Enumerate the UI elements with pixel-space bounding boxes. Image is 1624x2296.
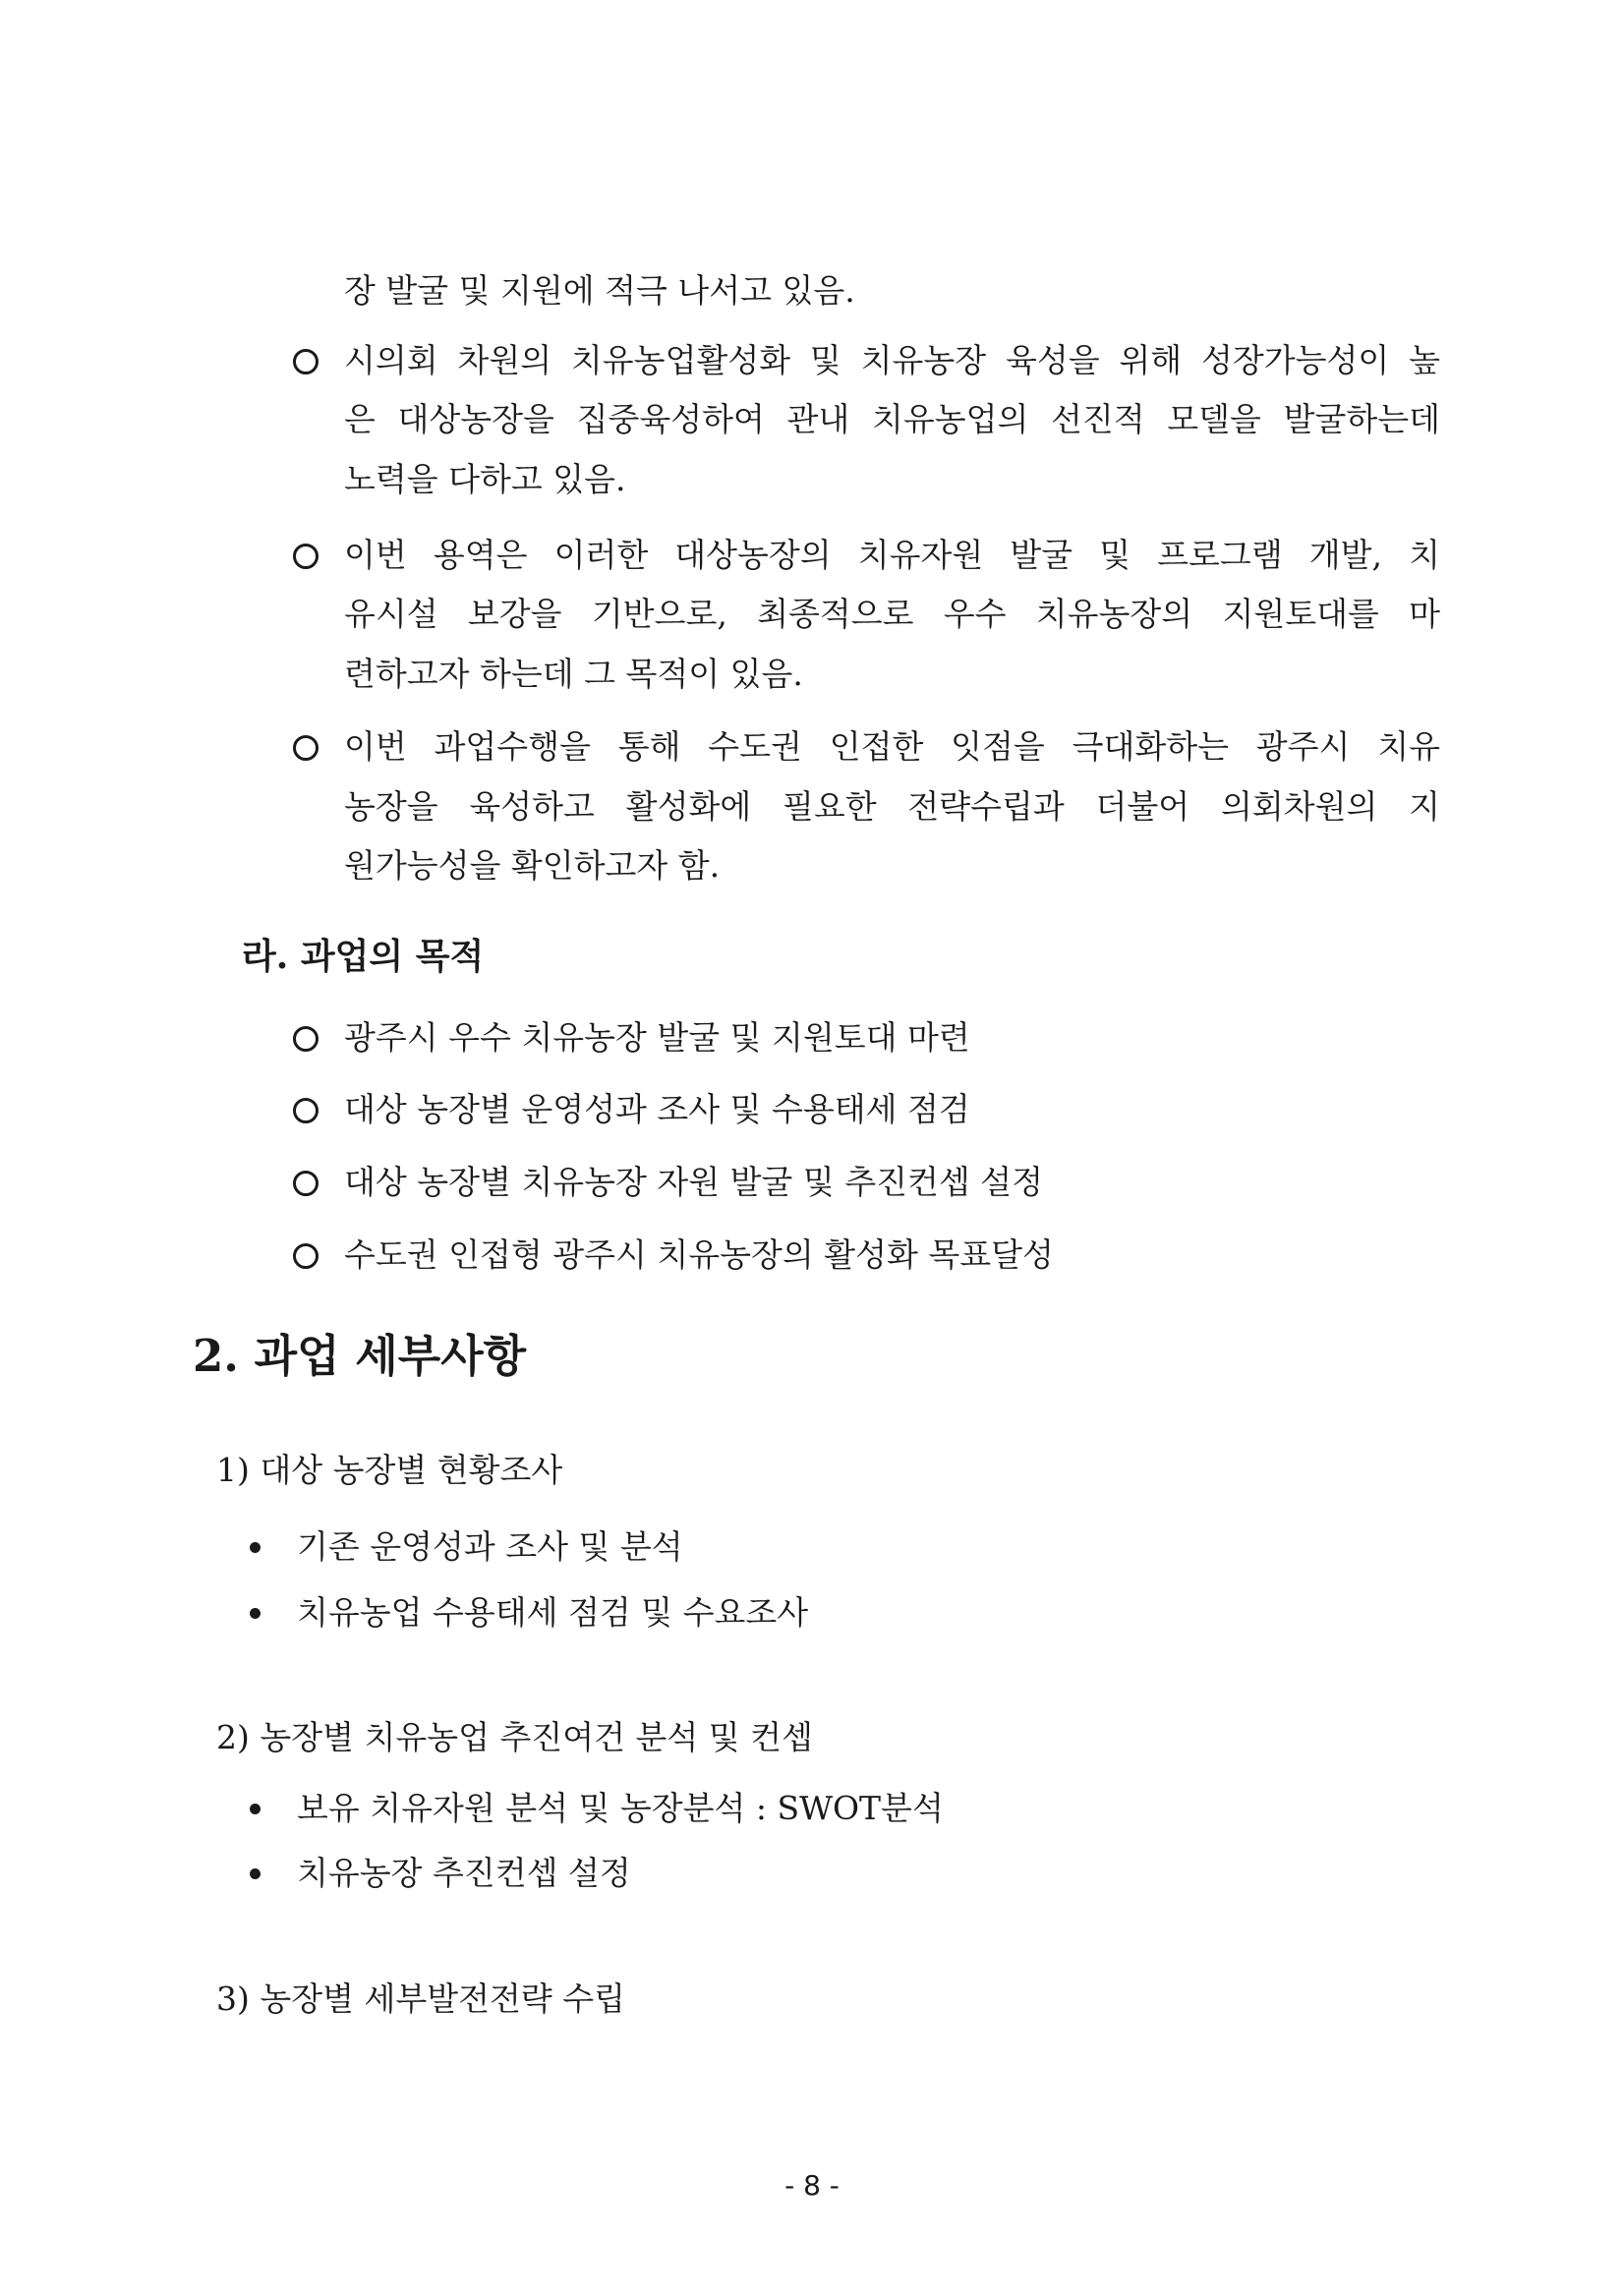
paragraph-1-line-1: 시의회 차원의 치유농업활성화 및 치유농장 육성을 위해 성장가능성이 높: [344, 341, 1440, 379]
dot-bullet-icon: [250, 1608, 261, 1619]
objective-item-3: 대상 농장별 치유농장 자원 발굴 및 추진컨셉 설정: [344, 1163, 1043, 1201]
circle-bullet-icon: [293, 1171, 319, 1196]
intro-tail-line: 장 발굴 및 지원에 적극 나서고 있음.: [344, 271, 855, 310]
paragraph-2-line-2: 유시설 보강을 기반으로, 최종적으로 우수 치유농장의 지원토대를 마: [344, 595, 1440, 633]
circle-bullet-icon: [293, 1026, 319, 1052]
subsection-3-title: 3) 농장별 세부발전전략 수립: [216, 1980, 625, 2018]
paragraph-3-line-2: 농장을 육성하고 활성화에 필요한 전략수립과 더불어 의회차원의 지: [344, 787, 1440, 826]
paragraph-3-line-3: 원가능성을 확인하고자 함.: [344, 846, 721, 885]
subsection-2-bullet-1: 보유 치유자원 분석 및 농장분석 : SWOT분석: [297, 1789, 944, 1827]
section-2-heading: 2. 과업 세부사항: [193, 1330, 527, 1382]
subsection-1-title: 1) 대상 농장별 현황조사: [216, 1451, 563, 1489]
circle-bullet-icon: [293, 544, 319, 569]
circle-bullet-icon: [293, 735, 319, 761]
circle-bullet-icon: [293, 349, 319, 374]
paragraph-3-line-1: 이번 과업수행을 통해 수도권 인접한 잇점을 극대화하는 광주시 치유: [344, 727, 1440, 766]
objective-item-4: 수도권 인접형 광주시 치유농장의 활성화 목표달성: [344, 1235, 1054, 1274]
page-number: - 8 -: [784, 2169, 840, 2202]
dot-bullet-icon: [250, 1804, 261, 1814]
paragraph-1-line-2: 은 대상농장을 집중육성하여 관내 치유농업의 선진적 모델을 발굴하는데: [344, 400, 1440, 438]
subsection-1-bullet-2: 치유농업 수용태세 점검 및 수요조사: [297, 1593, 809, 1632]
circle-bullet-icon: [293, 1243, 319, 1269]
dot-bullet-icon: [250, 1868, 261, 1879]
circle-bullet-icon: [293, 1098, 319, 1123]
dot-bullet-icon: [250, 1542, 261, 1553]
objective-item-2: 대상 농장별 운영성과 조사 및 수용태세 점검: [344, 1090, 970, 1128]
section-ra-heading: 라. 과업의 목적: [242, 936, 485, 977]
paragraph-1-line-3: 노력을 다하고 있음.: [344, 460, 626, 498]
subsection-2-bullet-2: 치유농장 추진컨셉 설정: [297, 1854, 631, 1892]
subsection-2-title: 2) 농장별 치유농업 추진여건 분석 및 컨셉: [216, 1718, 813, 1756]
paragraph-2-line-1: 이번 용역은 이러한 대상농장의 치유자원 발굴 및 프로그램 개발, 치: [344, 536, 1440, 574]
objective-item-1: 광주시 우수 치유농장 발굴 및 지원토대 마련: [344, 1018, 970, 1057]
subsection-1-bullet-1: 기존 운영성과 조사 및 분석: [297, 1527, 683, 1566]
paragraph-2-line-3: 련하고자 하는데 그 목적이 있음.: [344, 655, 803, 693]
